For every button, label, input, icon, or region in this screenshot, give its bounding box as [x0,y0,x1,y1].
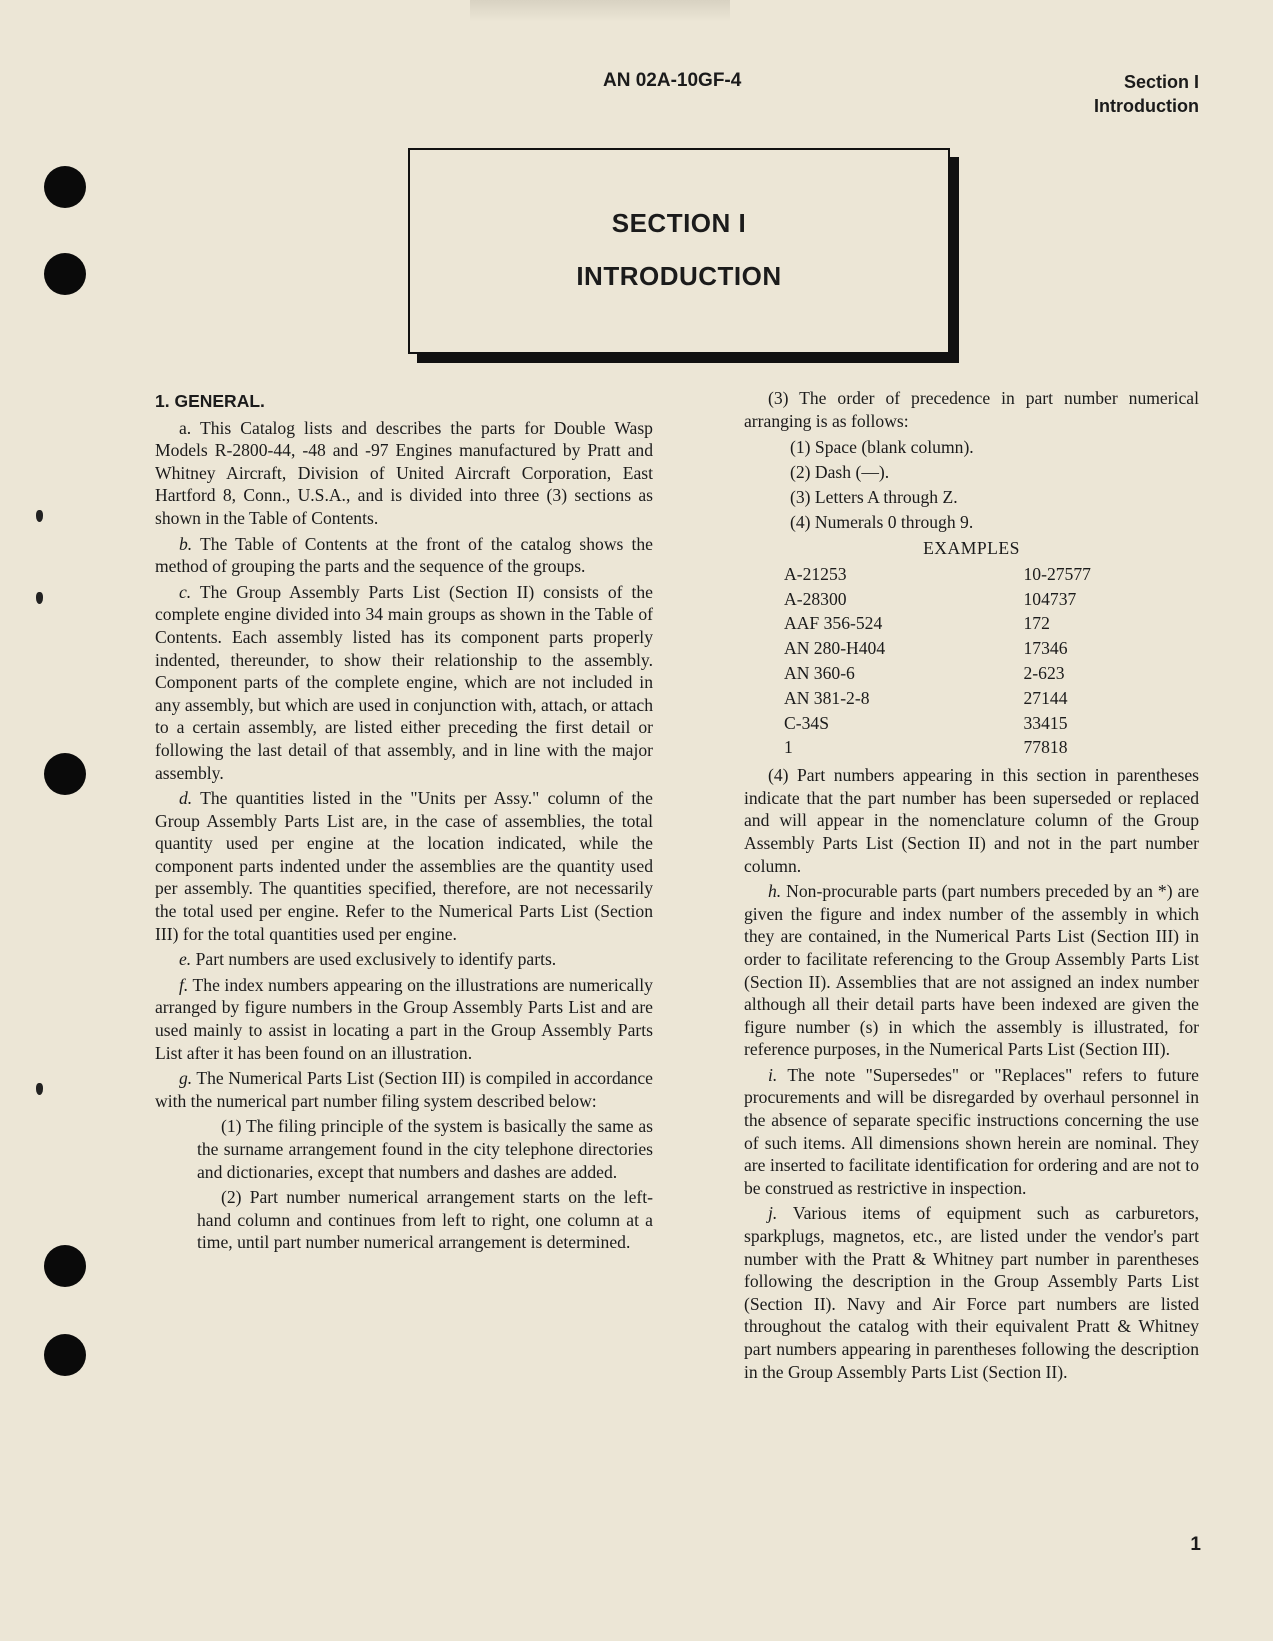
section-title: SECTION I [611,208,747,238]
list-item: (1) Space (blank column). [790,437,974,458]
table-cell: 27144 [1023,687,1068,708]
table-row [784,562,1164,587]
table-cell: 1 [784,737,793,758]
table-cell: C-34S [784,712,829,733]
table-cell: 77818 [1023,737,1068,758]
paragraph-j [744,1202,1199,1383]
binder-hole-2 [44,253,86,295]
section-title-box [408,148,950,354]
paragraph-text: The note "Supersedes" or "Replaces" refers to future procurements and will be disregarded by overhaul personnel in the absence of separate specific instructions concerning the use of such items. All dimensions shown herein are nominal. They are inserted to facilitate identification for ordering and are not to be construed as restrictive in inspection. [744,1064,1199,1198]
table-row [784,636,1164,661]
binder-hole-1 [44,166,86,208]
binder-hole-3 [44,753,86,795]
paragraph-label: e. [179,949,192,970]
right-column [744,387,1199,1386]
paragraph-text: The Numerical Parts List (Section III) is compiled in accordance with the numerical part number filing system described below: [155,1068,653,1111]
subparagraph-2: (2) Part number numerical arrangement starts on the left-hand column and continues from left to right, one column at a time, until part number numerical arrangement is determined. [197,1187,653,1253]
margin-mark [36,510,43,522]
section-subtitle: INTRODUCTION [576,261,782,291]
subparagraph-1: (1) The filing principle of the system is basically the same as the surname arrangement found in the city telephone directories and dictionaries, except that numbers and dashes are added. [197,1116,653,1182]
page-number: 1 [1190,1534,1201,1555]
running-header [1094,70,1199,118]
table-cell: A-28300 [784,588,847,609]
table-cell: A-21253 [784,563,847,584]
paragraph-label: i. [768,1064,778,1085]
paragraph-text: The index numbers appearing on the illustrations are numerically arranged by figure numbers in the Group Assembly Parts List and are used mainly to assist in locating a part in the Group Assembly Parts List after it has been found on an illustration. [155,974,653,1063]
paragraph-e [155,948,653,971]
subparagraph-3: (3) The order of precedence in part number numerical arranging is as follows: [744,388,1199,431]
table-row [784,661,1164,686]
paragraph-h [744,880,1199,1061]
table-row [784,611,1164,636]
paragraph-text: Various items of equipment such as carburetors, sparkplugs, magnetos, etc., are listed under the vendor's part number with the Pratt & Whitney part number in parentheses following the description in the Group Assembly Parts List (Section II). Navy and Air Force part numbers are listed throughout the catalog with their equivalent Pratt & Whitney part numbers appearing in parentheses following the description in the Group Assembly Parts List (Section II). [744,1203,1199,1382]
binder-hole-4 [44,1245,86,1287]
paragraph-text: The Group Assembly Parts List (Section II) consists of the complete engine divided into 34 main groups as shown in the Table of Contents. Each assembly listed has its component parts properly indented, thereunder, to show their relationship to the assembly. Component parts of the complete engine, which are not included in any assembly, but which are used in conjunction with, attach, or attach to a certain assembly, are listed either preceding the first detail or following the last detail of that assembly, and in line with the major assembly. [155,581,653,783]
paragraph-label: c. [179,581,192,602]
table-cell: AN 381-2-8 [784,687,870,708]
list-item: (3) Letters A through Z. [790,487,958,508]
page-smudge [470,0,730,22]
subparagraph-4: (4) Part numbers appearing in this section in parentheses indicate that the part number has been superseded or replaced and will appear in the nomenclature column of the Group Assembly Parts List (Section II) and not in the part number column. [744,765,1199,876]
table-cell: 2-623 [1023,662,1065,683]
paragraph-text: This Catalog lists and describes the parts for Double Wasp Models R-2800-44, -48 and -97 Engines manufactured by Pratt and Whitney Aircraft, Division of United Aircraft Corporation, East Hartford 8, Conn., U.S.A., and is divided into three (3) sections as shown in the Table of Contents. [155,417,653,528]
paragraph-b [155,533,653,578]
examples-heading: EXAMPLES [923,538,1020,559]
examples-table [784,562,1164,760]
header-section-title: Introduction [1094,96,1199,116]
table-cell: 10-27577 [1023,563,1091,584]
table-cell: AN 280-H404 [784,638,886,659]
table-row [784,587,1164,612]
margin-mark [36,1083,43,1095]
paragraph-text: The quantities listed in the "Units per Assy." column of the Group Assembly Parts List are, in the case of assemblies, the total quantity used per engine at the location indicated, while the component parts indented under the assemblies are the quantity used per assembly. The quantities specified, therefore, are not necessarily the total used per engine. Refer to the Numerical Parts List (Section III) for the total quantities used per engine. [155,788,653,944]
table-cell: 17346 [1023,638,1068,659]
paragraph-label: h. [768,881,782,902]
list-item: (2) Dash (—). [790,462,890,483]
table-row [784,686,1164,711]
header-section: Section I [1123,72,1199,92]
paragraph-a [155,417,653,530]
paragraph-g [155,1067,653,1112]
paragraph-f [155,974,653,1064]
paragraph-i [744,1064,1199,1200]
table-row [784,711,1164,736]
margin-mark [36,592,43,604]
paragraph-label: j. [768,1203,778,1224]
table-cell: 172 [1023,613,1050,634]
table-cell: AAF 356-524 [784,613,883,634]
precedence-list [790,435,1199,535]
paragraph-label: d. [179,788,193,809]
table-cell: AN 360-6 [784,662,855,683]
table-cell: 33415 [1023,712,1068,733]
document-number: AN 02A-10GF-4 [603,70,742,91]
paragraph-label: b. [179,533,193,554]
table-cell: 104737 [1023,588,1077,609]
heading-general: 1. GENERAL. [155,391,265,411]
paragraph-text: Non-procurable parts (part numbers preceded by an *) are given the figure and index number of the assembly in which they are contained, in the Numerical Parts List (Section III) in order to facilitate referencing to the Group Assembly Parts List (Section II). Assemblies that are not assigned an index number although all their detail parts have been indexed are given the figure number (s) in which the assembly is illustrated, for reference purposes, in the Numerical Parts List (Section III). [744,881,1200,1060]
paragraph-label: a. [179,417,192,438]
left-column [155,390,653,1257]
table-row [784,735,1164,760]
list-item: (4) Numerals 0 through 9. [790,512,974,533]
paragraph-text: The Table of Contents at the front of the catalog shows the method of grouping the parts and the sequence of the groups. [155,533,653,577]
paragraph-text: Part numbers are used exclusively to identify parts. [195,949,557,970]
paragraph-c [155,581,653,784]
binder-hole-5 [44,1334,86,1376]
paragraph-label: f. [179,974,189,995]
paragraph-d [155,787,653,945]
paragraph-label: g. [179,1068,193,1089]
